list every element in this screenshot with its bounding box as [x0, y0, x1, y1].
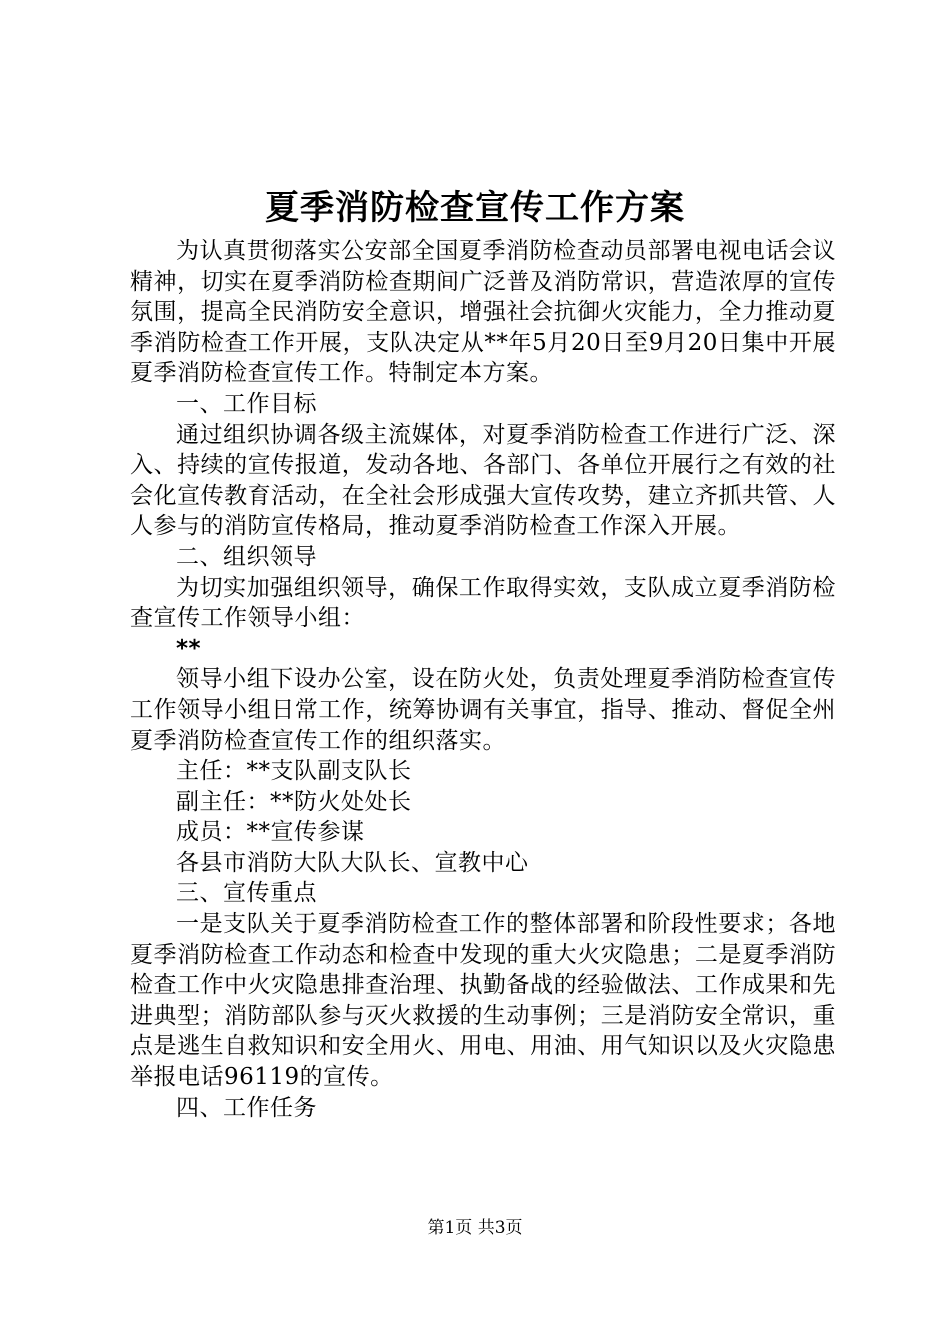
heading-organization: 二、组织领导	[176, 543, 317, 570]
line-deputy-director: 副主任：**防火处处长	[176, 788, 412, 815]
heading-work-tasks: 四、工作任务	[176, 1094, 317, 1121]
line-members: 成员：**宣传参谋	[176, 819, 365, 846]
line-members-extra: 各县市消防大队大队长、宣教中心	[176, 849, 529, 876]
heading-work-goal: 一、工作目标	[176, 390, 317, 417]
paragraph-intro: 为认真贯彻落实公安部全国夏季消防检查动员部署电视电话会议精神，切实在夏季消防检查期间广泛普及消防常识，营造浓厚的宣传氛围，提高全民消防安全意识，增强社会抗御火灾能力，全力推动夏季消防检查工作开展，支队决定从**年5月20日至9月20日集中开展夏季消防检查宣传工作。特制定本方案。	[130, 238, 836, 387]
paragraph-publicity-focus: 一是支队关于夏季消防检查工作的整体部署和阶段性要求；各地夏季消防检查工作动态和检查中发现的重大火灾隐患；二是夏季消防检查工作中火灾隐患排查治理、执勤备战的经验做法、工作成果和先进典型；消防部队参与灭火救援的生动事例；三是消防安全常识，重点是逃生自救知识和安全用火、用电、用油、用气知识以及火灾隐患举报电话96119的宣传。	[130, 911, 836, 1091]
document-title: 夏季消防检查宣传工作方案	[265, 188, 685, 228]
line-director: 主任：**支队副支队长	[176, 758, 412, 785]
paragraph-organization: 为切实加强组织领导，确保工作取得实效，支队成立夏季消防检查宣传工作领导小组：	[130, 574, 836, 632]
paragraph-office: 领导小组下设办公室，设在防火处，负责处理夏季消防检查宣传工作领导小组日常工作，统筹协调有关事宜，指导、推动、督促全州夏季消防检查宣传工作的组织落实。	[130, 666, 836, 754]
page-footer: 第1页 共3页	[427, 1218, 523, 1238]
heading-publicity-focus: 三、宣传重点	[176, 880, 317, 907]
paragraph-work-goal: 通过组织协调各级主流媒体，对夏季消防检查工作进行广泛、深入、持续的宣传报道，发动各地、各部门、各单位开展行之有效的社会化宣传教育活动，在全社会形成强大宣传攻势，建立齐抓共管、人人参与的消防宣传格局，推动夏季消防检查工作深入开展。	[130, 421, 836, 540]
document-body	[130, 236, 836, 1123]
redacted-placeholder: **	[176, 635, 202, 662]
